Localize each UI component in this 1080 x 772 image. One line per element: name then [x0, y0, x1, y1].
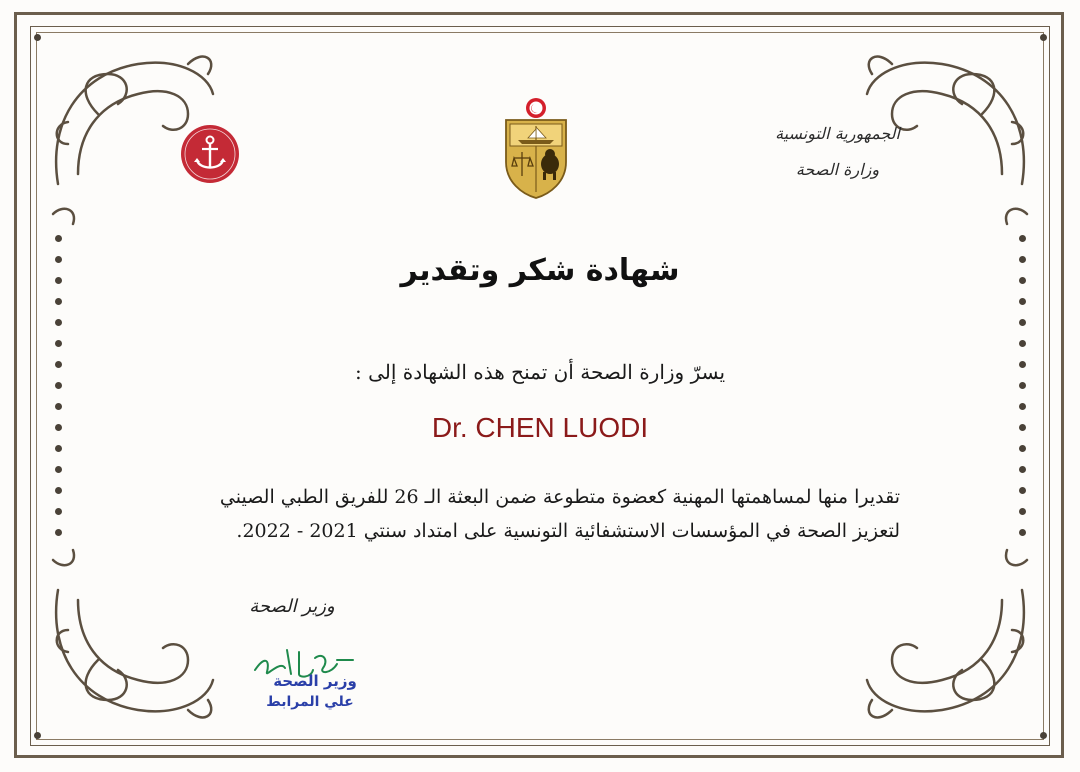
stamp-line-name: علي المرابط	[266, 694, 354, 710]
body-line-2: لتعزيز الصحة في المؤسسات الاستشفائية التونسية على امتداد سنتي 2021 - 2022.	[236, 520, 900, 542]
border-dot	[1019, 403, 1026, 410]
border-dot	[1019, 235, 1026, 242]
border-dot	[1019, 487, 1026, 494]
certificate-title: شهادة شكر وتقدير	[400, 253, 680, 288]
border-dot	[55, 445, 62, 452]
signatory-title: وزير الصحة	[249, 596, 335, 617]
border-dot	[1019, 319, 1026, 326]
stamp-line-title: وزير الصحة	[273, 672, 357, 690]
border-dot	[55, 487, 62, 494]
border-dot	[55, 319, 62, 326]
corner-ornament-bottom-right	[852, 540, 1042, 740]
certificate-intro: يسرّ وزارة الصحة أن تمنح هذه الشهادة إلى :	[354, 360, 726, 384]
republic-label: الجمهورية التونسية	[775, 124, 900, 143]
border-dot	[55, 235, 62, 242]
border-dot	[55, 529, 62, 536]
corner-ornament-bottom-left	[38, 540, 228, 740]
border-dot	[1019, 466, 1026, 473]
border-dot	[55, 403, 62, 410]
border-dot	[34, 34, 41, 41]
border-dot	[55, 298, 62, 305]
recipient-name: Dr. CHEN LUODI	[431, 412, 649, 443]
border-dot	[1019, 508, 1026, 515]
border-dot	[1040, 34, 1047, 41]
border-dot	[1019, 529, 1026, 536]
border-dot	[55, 466, 62, 473]
certificate-body	[180, 480, 900, 548]
body-line-1: تقديرا منها لمساهمتها المهنية كعضوة متطوعة ضمن البعثة الـ 26 للفريق الطبي الصيني	[219, 486, 900, 508]
border-dot	[1019, 298, 1026, 305]
issuer-header	[775, 116, 900, 188]
border-dot	[55, 508, 62, 515]
border-dot	[55, 340, 62, 347]
border-dot	[1019, 445, 1026, 452]
border-dot	[1019, 340, 1026, 347]
anchor-seal-icon	[180, 124, 240, 184]
border-dot	[1040, 732, 1047, 739]
tunisia-coat-of-arms-icon	[500, 96, 572, 200]
border-dot	[34, 732, 41, 739]
ministry-label: وزارة الصحة	[795, 160, 880, 179]
